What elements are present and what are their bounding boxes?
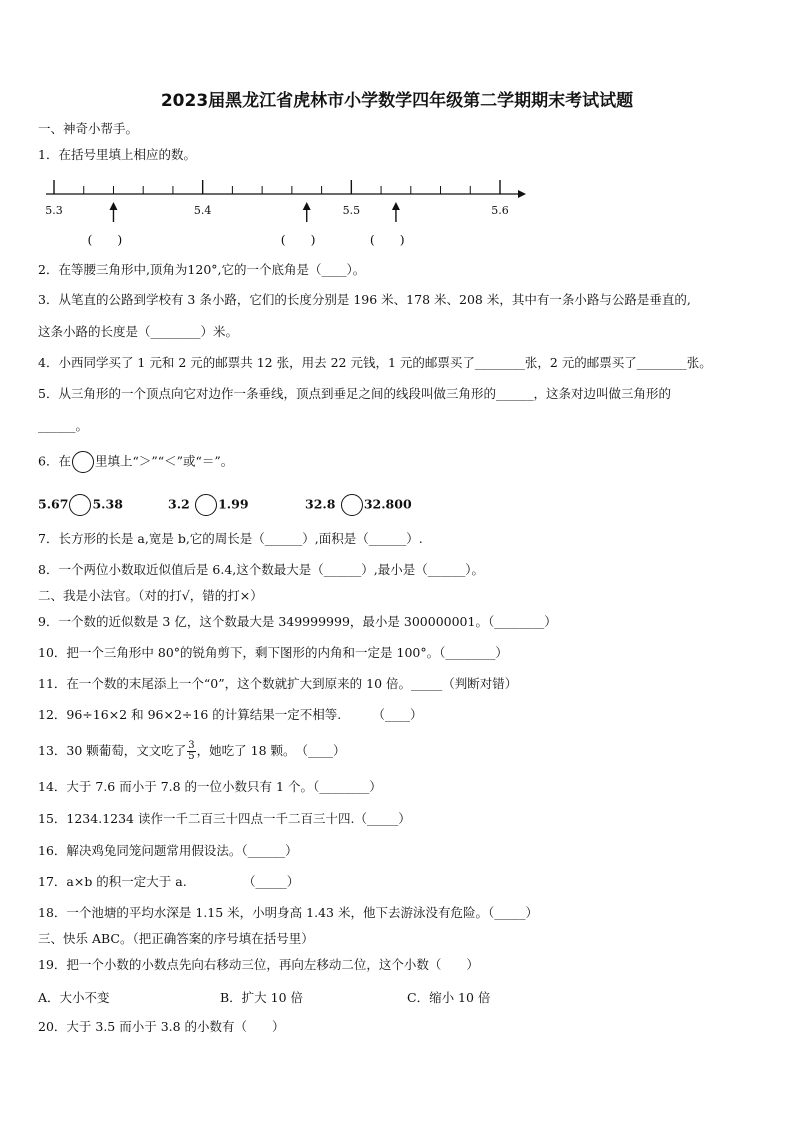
question-5-line-1: 5．从三角形的一个顶点向它对边作一条垂线，顶点到垂足之间的线段叫做三角形的______，这条对边叫做三角形的: [38, 386, 671, 401]
question-13-prefix: 13．30 颗葡萄，文文吃了: [38, 743, 187, 758]
compare-right-3: 32.800: [363, 496, 412, 512]
compare-item-3: [305, 494, 412, 516]
compare-item-1: [38, 494, 123, 516]
question-11: 11．在一个数的末尾添上一个“0”，这个数就扩大到原来的 10 倍。_____（判断对错）: [38, 676, 518, 691]
question-6: [38, 451, 233, 473]
question-6-prefix: 6．在: [38, 453, 71, 469]
question-12: 12．96÷16×2 和 96×2÷16 的计算结果一定不相等. （____）: [38, 707, 423, 722]
compare-left-3: 32.8: [305, 496, 336, 512]
compare-item-2: [168, 494, 249, 516]
question-13: [38, 736, 346, 766]
question-10: 10．把一个三角形中 80°的锐角剪下，剩下图形的内角和一定是 100°。（________）: [38, 645, 508, 660]
option-b[interactable]: B．扩大 10 倍: [220, 990, 304, 1005]
section-2-heading: 二、我是小法官。（对的打√，错的打×）: [38, 588, 263, 603]
tick-label: 5.6: [491, 204, 509, 217]
question-14: 14．大于 7.6 而小于 7.8 的一位小数只有 1 个。（________）: [38, 779, 382, 794]
option-c[interactable]: C．缩小 10 倍: [407, 990, 491, 1005]
question-5-line-2: ______。: [38, 418, 89, 433]
section-3-heading: 三、快乐 ABC。（把正确答案的序号填在括号里）: [38, 931, 314, 946]
compare-circle[interactable]: [72, 451, 94, 473]
section-1-heading: 一、神奇小帮手。: [38, 121, 139, 136]
pointer-arrow-icon: [303, 202, 311, 222]
compare-circle-2[interactable]: [195, 494, 217, 516]
question-15: 15．1234.1234 读作一千二百三十四点一千二百三十四.（_____）: [38, 811, 411, 826]
number-line-arrowhead: [518, 190, 526, 198]
fraction-numerator: 3: [188, 740, 195, 751]
page-title: 2023届黑龙江省虎林市小学数学四年级第二学期期末考试试题: [160, 91, 634, 111]
compare-left-1: 5.67: [38, 496, 69, 512]
question-8: 8．一个两位小数取近似值后是 6.4,这个数最大是（______）,最小是（______）。: [38, 562, 485, 577]
question-16: 16．解决鸡兔同笼问题常用假设法。（______）: [38, 843, 298, 858]
tick-label: 5.5: [342, 204, 361, 217]
question-13-suffix: ，她吃了 18 颗。 （____）: [196, 743, 346, 758]
fraction-denominator: 5: [188, 751, 195, 762]
question-19: 19．把一个小数的小数点先向右移动三位，再向左移动二位，这个小数（ ）: [38, 957, 479, 972]
answer-blank[interactable]: ( ): [369, 232, 405, 247]
question-6-suffix: 里填上“＞”“＜”或“＝”。: [94, 453, 234, 469]
number-line: [40, 172, 540, 222]
answer-blank[interactable]: ( ): [280, 232, 316, 247]
compare-circle-1[interactable]: [69, 494, 91, 516]
question-1: 1．在括号里填上相应的数。: [38, 147, 196, 162]
question-20: 20．大于 3.5 而小于 3.8 的小数有（ ）: [38, 1019, 285, 1034]
tick-label: 5.3: [45, 204, 63, 217]
fraction: [187, 741, 195, 762]
compare-right-2: 1.99: [218, 496, 249, 512]
compare-right-1: 5.38: [92, 496, 123, 512]
question-7: 7．长方形的长是 a,宽是 b,它的周长是（______）,面积是（______）.: [38, 531, 423, 546]
question-9: 9．一个数的近似数是 3 亿，这个数最大是 349999999，最小是 300000001。（________）: [38, 614, 557, 629]
question-3-line-2: 这条小路的长度是（________）米。: [38, 324, 239, 339]
compare-left-2: 3.2: [168, 496, 190, 512]
option-a[interactable]: A．大小不变: [38, 990, 110, 1005]
compare-circle-3[interactable]: [341, 494, 363, 516]
pointer-arrow-icon: [392, 202, 400, 222]
answer-blank[interactable]: ( ): [87, 232, 123, 247]
question-18: 18．一个池塘的平均水深是 1.15 米，小明身高 1.43 米，他下去游泳没有危险。（_____）: [38, 905, 538, 920]
question-4: 4．小西同学买了 1 元和 2 元的邮票共 12 张，用去 22 元钱，1 元的邮票买了________张，2 元的邮票买了________张。: [38, 355, 712, 370]
question-3-line-1: 3．从笔直的公路到学校有 3 条小路，它们的长度分别是 196 米、178 米、208 米，其中有一条小路与公路是垂直的,: [38, 292, 691, 307]
tick-label: 5.4: [193, 204, 212, 217]
question-2: 2．在等腰三角形中,顶角为120°,它的一个底角是（____）。: [38, 262, 366, 277]
question-17: 17．a×b 的积一定大于 a. （_____）: [38, 874, 300, 889]
pointer-arrow-icon: [109, 202, 117, 222]
